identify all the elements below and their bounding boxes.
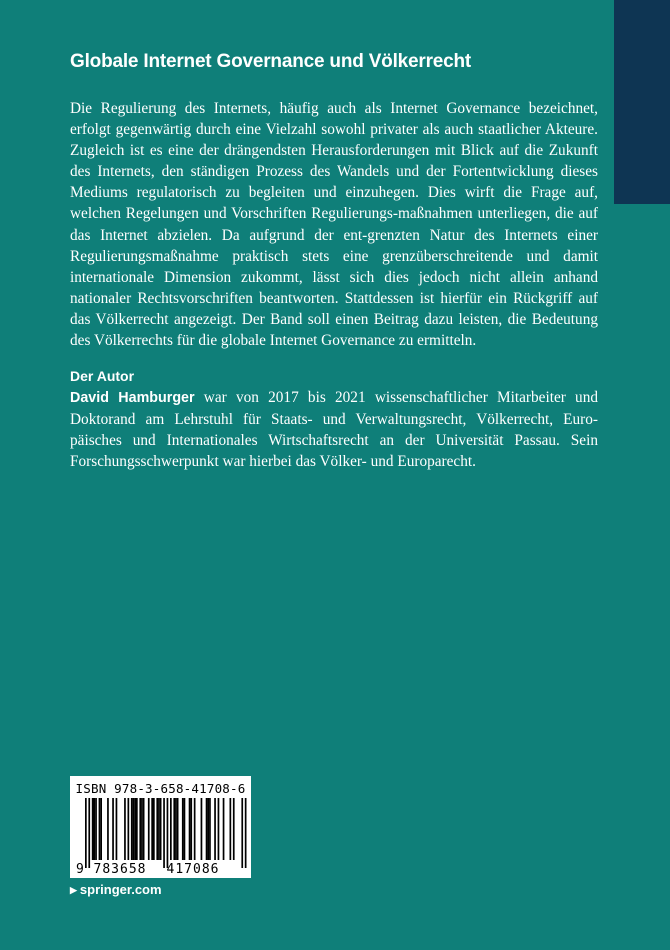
barcode-bar <box>241 798 243 868</box>
publisher-url: springer.com <box>79 882 162 897</box>
isbn-barcode <box>70 776 251 878</box>
barcode-digits-right: 417086 <box>166 862 220 877</box>
barcode-bar <box>92 798 94 860</box>
barcode-bar <box>230 798 232 860</box>
author-heading: Der Autor <box>70 368 135 384</box>
barcode-bar <box>128 798 130 860</box>
blurb-line: auf die Zukunft des Internets, den ständigen Prozess des Wandels und der <box>70 142 598 181</box>
barcode-bar <box>136 798 138 860</box>
isbn-label: ISBN 978-3-658-41708-6 <box>75 781 246 796</box>
barcode-bar <box>177 798 179 860</box>
barcode-bar <box>201 798 203 860</box>
barcode-bar <box>194 798 196 860</box>
barcode-bar <box>107 798 109 860</box>
barcode-bar <box>156 798 158 860</box>
barcode-bar <box>139 798 141 860</box>
barcode-bar <box>94 798 96 860</box>
barcode-bar <box>160 798 162 860</box>
blurb-line: Dies wirft die Frage auf, welchen Regelungen und Vorschriften Regulierungs- <box>70 184 599 223</box>
blurb-line: erfolgt gegenwärtig durch eine Vielzahl sowohl privater als auch staatlicher <box>70 121 541 139</box>
barcode-bar <box>163 798 165 868</box>
barcode-bar <box>206 798 208 860</box>
blurb-line: maßnahmen unterliegen, die auf das Internet abzielen. Da aufgrund der ent- <box>70 205 598 244</box>
barcode-bar <box>131 798 133 860</box>
blurb-line: dies jedoch nicht allein anhand nationaler Rechtsvorschriften beantworten. <box>70 268 599 307</box>
blurb-line: Akteure. Zugleich ist es eine der drängendsten Herausforderungen mit Blick <box>70 121 598 160</box>
barcode-bar <box>88 798 90 868</box>
author-bio-line: Forschungsschwerpunkt war hierbei das Völker- und Europarecht. <box>70 453 476 471</box>
barcode-bar <box>189 798 191 860</box>
book-blurb <box>70 98 598 351</box>
barcode-bar <box>182 798 184 860</box>
barcode-bar <box>223 798 225 860</box>
barcode-digits-left: 783658 <box>93 862 147 877</box>
barcode-bar <box>233 798 235 860</box>
barcode-bar <box>190 798 192 860</box>
barcode-bar <box>143 798 145 860</box>
author-name: David Hamburger <box>70 390 195 406</box>
barcode-bar <box>158 798 160 860</box>
triangle-right-icon: ▶ <box>70 885 77 895</box>
barcode-bar <box>100 798 102 860</box>
barcode-bar <box>133 798 135 860</box>
barcode-bar <box>170 798 172 860</box>
blurb-line: Fortentwicklung dieses Mediums regulatorisch zu begleiten und einzuhegen. <box>70 163 599 202</box>
barcode-bar <box>99 798 101 860</box>
author-bio-line: war von 2017 bis 2021 wissenschaftlicher Mitarbeiter und <box>194 389 599 406</box>
barcode-bar <box>173 798 175 860</box>
barcode-bar <box>151 798 153 860</box>
book-title: Globale Internet Governance und Völkerrecht <box>70 51 472 72</box>
barcode-bar <box>245 798 247 868</box>
blurb-line: Die Regulierung des Internets, häufig auch als Internet Governance bezeichnet, <box>70 100 598 117</box>
barcode-bar <box>85 798 87 868</box>
author-bio-line: Doktorand am Lehrstuhl für Staats- und Verwaltungsrecht, Völkerrecht, Euro- <box>70 411 598 429</box>
barcode-bar <box>218 798 220 860</box>
barcode-bar <box>214 798 216 860</box>
barcode-bar <box>112 798 114 860</box>
barcode-bar <box>207 798 209 860</box>
author-bio <box>70 387 598 472</box>
barcode-bar <box>124 798 126 860</box>
corner-color-block <box>614 0 670 204</box>
barcode-graphic <box>70 776 251 878</box>
barcode-bar <box>148 798 150 860</box>
barcode-bar <box>167 798 169 868</box>
barcode-bar <box>175 798 177 860</box>
blurb-line: soll einen Beitrag dazu leisten, die Bedeutung des Völkerrechts für die globale <box>70 310 599 350</box>
blurb-line: grenzten Natur des Internets einer Regulierungsmaßnahme praktisch stets eine <box>70 226 598 265</box>
barcode-bars <box>85 798 247 868</box>
blurb-line: Stattdessen ist hierfür ein Rückgriff auf das Völkerrecht angezeigt. Der Band <box>70 289 598 328</box>
barcode-bar <box>184 798 186 860</box>
author-bio-line: päisches und Internationales Wirtschaftsrecht an der Universität Passau. Sein <box>70 432 598 450</box>
barcode-bar <box>134 798 136 860</box>
blurb-line: grenzüberschreitende und damit internationale Dimension zukommt, lässt sich <box>70 247 599 286</box>
barcode-bar <box>153 798 155 860</box>
publisher-link[interactable] <box>70 882 162 897</box>
barcode-bar <box>116 798 118 860</box>
blurb-line: Internet Governance zu ermitteln. <box>269 332 477 350</box>
barcode-digit-first: 9 <box>76 862 84 877</box>
barcode-bar <box>209 798 211 860</box>
barcode-bar <box>141 798 143 860</box>
barcode-bar <box>95 798 97 860</box>
